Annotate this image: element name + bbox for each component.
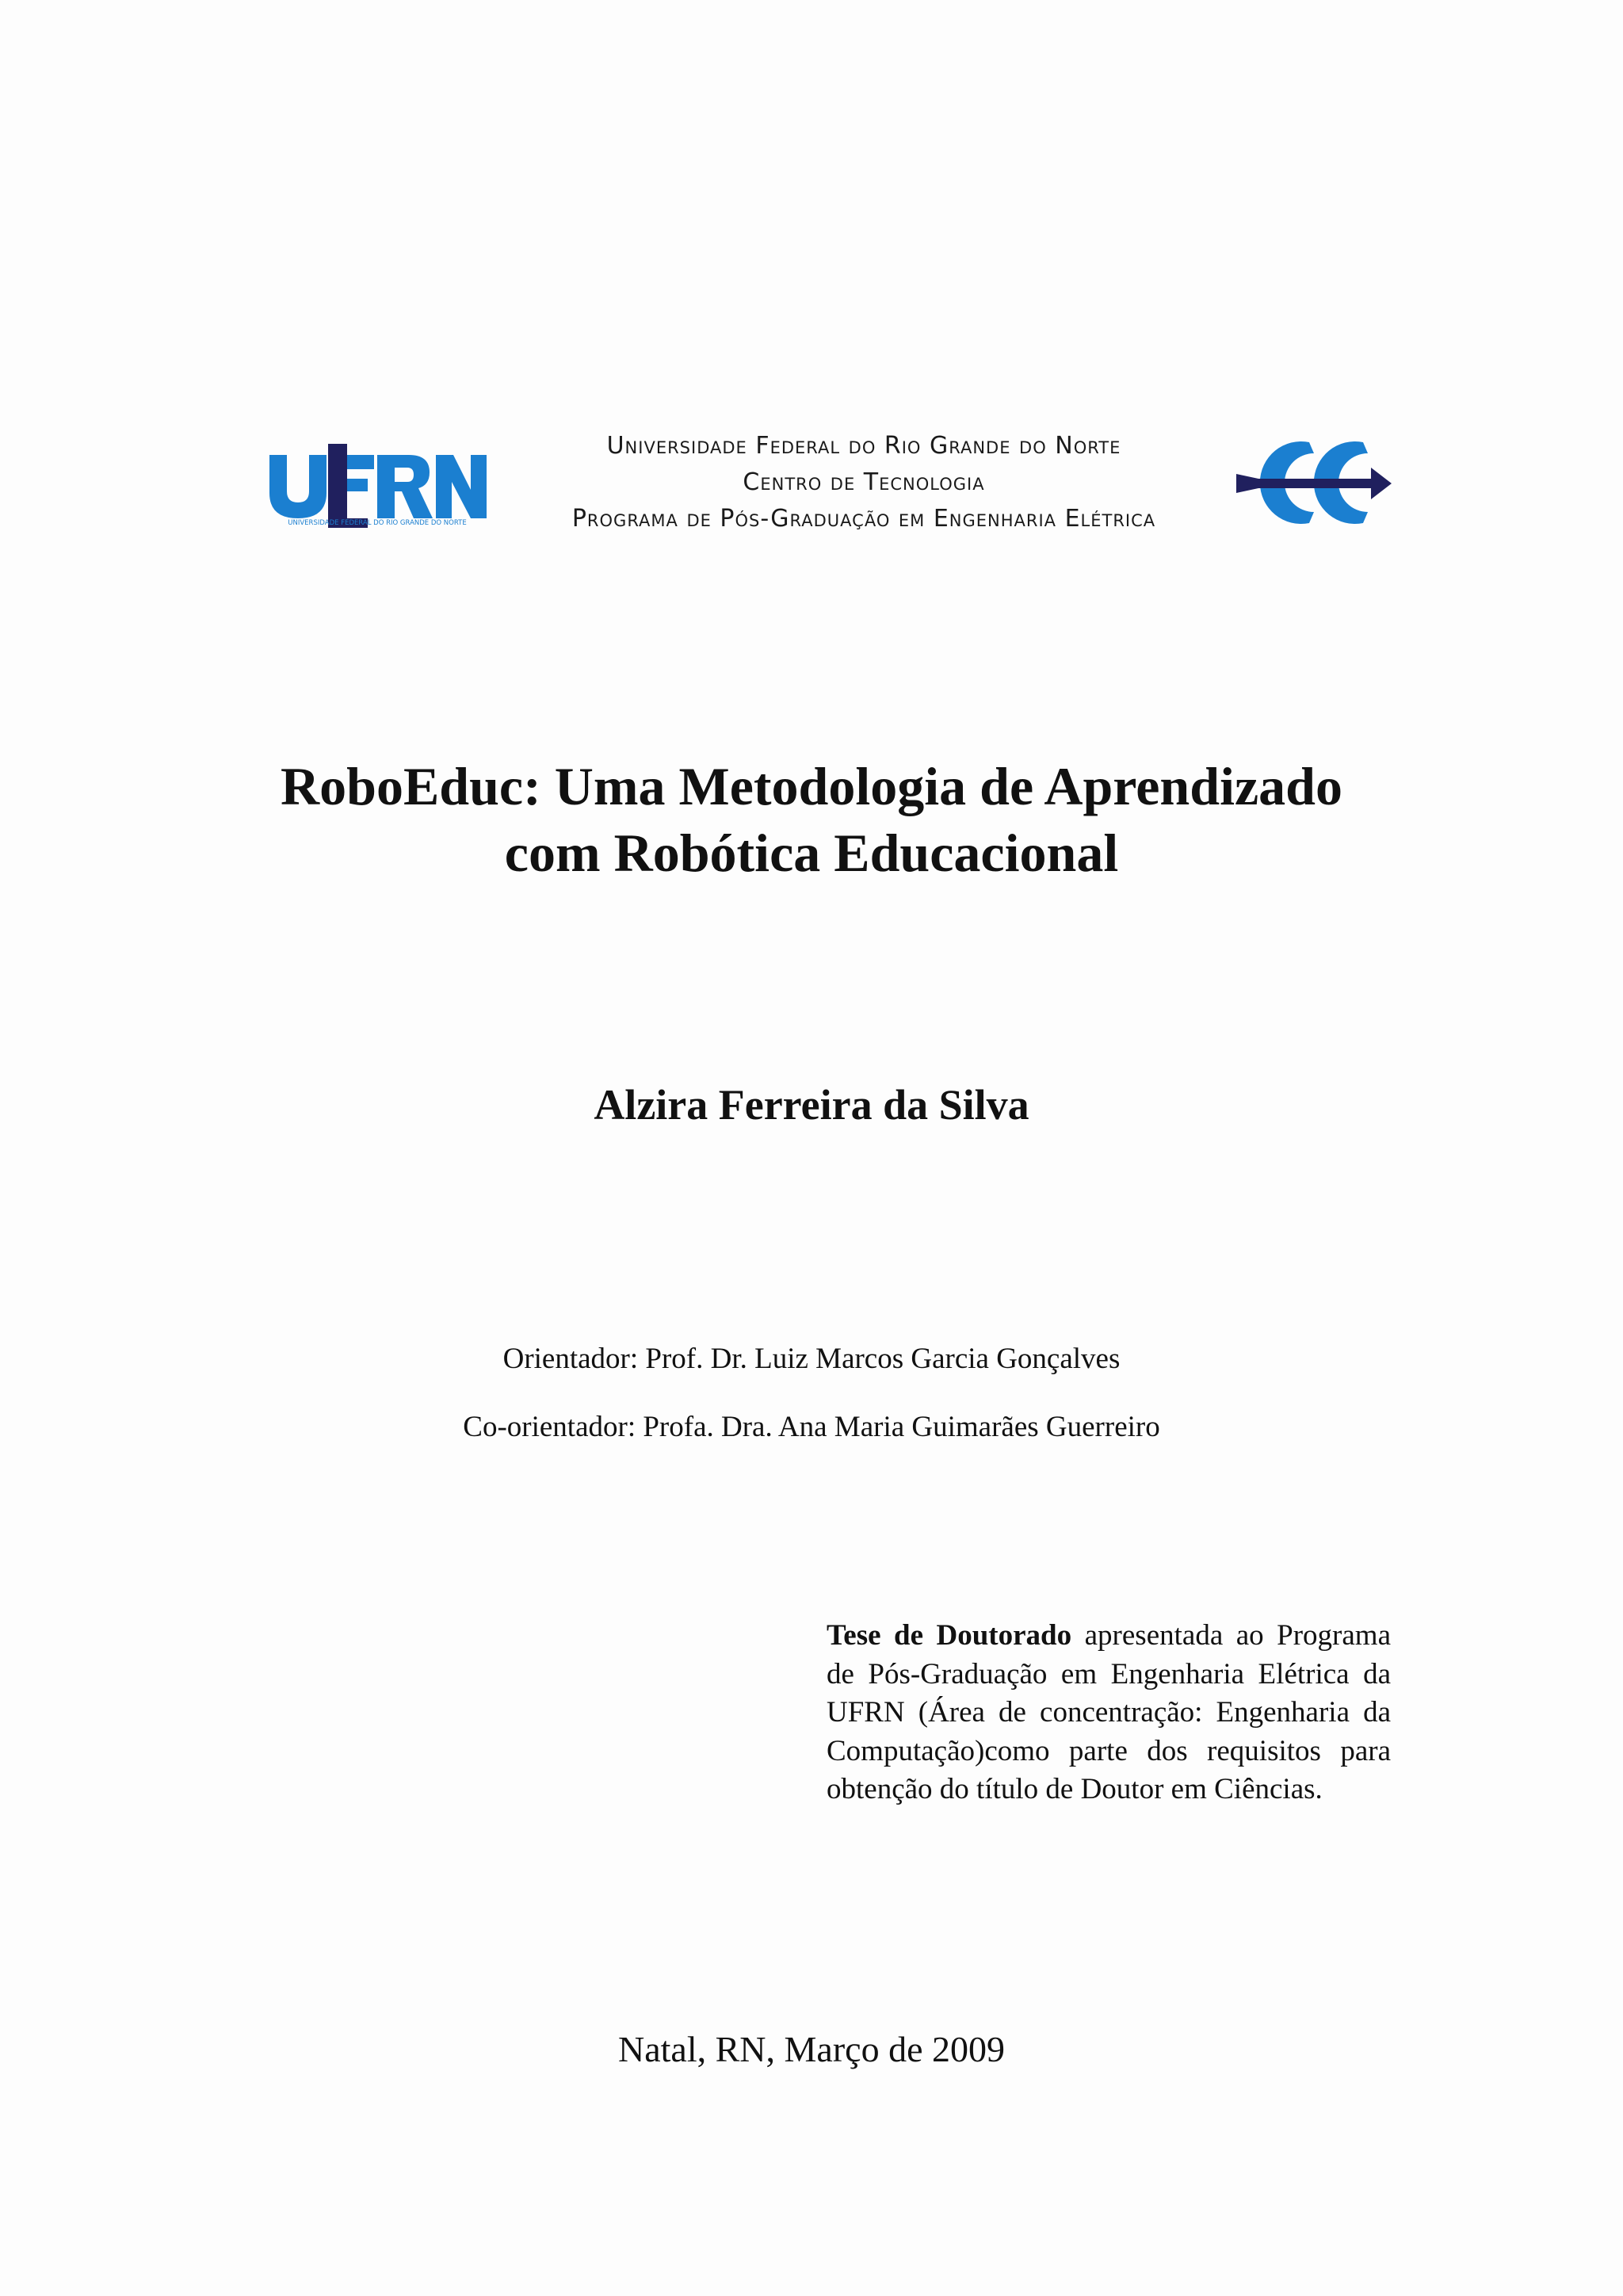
ee-program-logo (1236, 431, 1392, 534)
advisor-line: Orientador: Prof. Dr. Luiz Marcos Garcia Gonçalves (502, 1343, 1121, 1375)
thesis-note-text: apresentada ao Programa de Pós-Graduação em Engenharia Elétrica da UFRN (Área de concentração: Engenharia da Computação)como parte dos requisitos para obtenção do título de Doutor em Ciências. (827, 1619, 1391, 1805)
university-name-text: Universidade Federal do Rio Grande do Norte (606, 432, 1121, 460)
ee-logo-graphic (1236, 431, 1392, 534)
ufrn-logo-graphic (266, 436, 488, 531)
center-name (475, 464, 1252, 501)
title-line-1: RoboEduc: Uma Metodologia de Aprendizado (281, 756, 1342, 816)
page-header (0, 420, 1623, 547)
place-and-date: Natal, RN, Março de 2009 (618, 2029, 1005, 2069)
coadvisor-line: Co-orientador: Profa. Dra. Ana Maria Guimarães Guerreiro (463, 1411, 1160, 1443)
author-name: Alzira Ferreira da Silva (594, 1081, 1029, 1129)
program-name-text: Programa de Pós-Graduação em Engenharia Elétrica (571, 505, 1156, 533)
ufrn-logo-subtext: UNIVERSIDADE FEDERAL DO RIO GRANDE DO NORTE (288, 519, 467, 527)
thesis-note (827, 1617, 1391, 1809)
advisors (0, 1325, 1623, 1461)
university-name (475, 428, 1252, 464)
program-name (475, 501, 1252, 537)
ufrn-logo (266, 436, 488, 531)
center-name-text: Centro de Tecnologia (743, 468, 985, 496)
institution-lines (475, 428, 1252, 537)
title-line-2: com Robótica Educacional (504, 823, 1119, 883)
thesis-title (158, 753, 1465, 886)
thesis-note-bold: Tese de Doutorado (827, 1619, 1072, 1652)
